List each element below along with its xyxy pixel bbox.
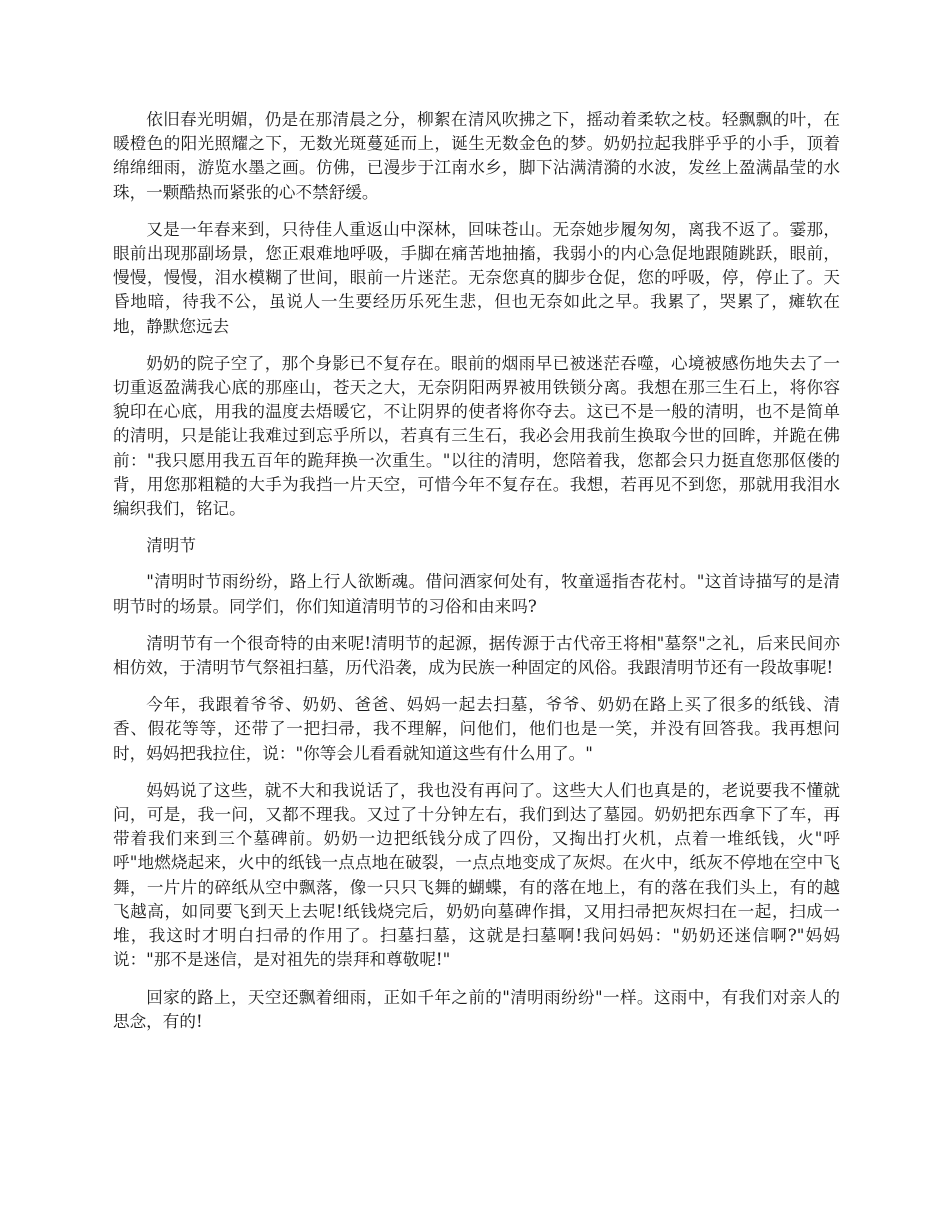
paragraph: 今年，我跟着爷爷、奶奶、爸爸、妈妈一起去扫墓，爷爷、奶奶在路上买了很多的纸钱、清香、假花等等，还带了一把扫帚，我不理解，问他们，他们也是一笑，并没有回答我。我再想问时，妈妈把我拉住，说："你等会儿看看就知道这些有什么用了。" bbox=[113, 695, 840, 763]
paragraph: 又是一年春来到，只待佳人重返山中深林，回味苍山。无奈她步履匆匆，离我不返了。霎那，眼前出现那副场景，您正艰难地呼吸，手脚在痛苦地抽搐，我弱小的内心急促地跟随跳跃，眼前，慢慢，慢慢，泪水模糊了世间，眼前一片迷茫。无奈您真的脚步仓促，您的呼吸，停，停止了。天昏地暗，待我不公，虽说人一生要经历乐死生悲，但也无奈如此之早。我累了，哭累了，瘫软在地，静默您远去 bbox=[113, 219, 840, 336]
paragraph: 清明节有一个很奇特的由来呢!清明节的起源，据传源于古代帝王将相"墓祭"之礼，后来民间亦相仿效，于清明节气祭祖扫墓，历代沿袭，成为民族一种固定的风俗。我跟清明节还有一段故事呢! bbox=[113, 633, 840, 678]
paragraph: 妈妈说了这些，就不大和我说话了，我也没有再问了。这些大人们也真是的，老说要我不懂就问，可是，我一问，又都不理我。又过了十分钟左右，我们到达了墓园。奶奶把东西拿下了车，再带着我们来到三个墓碑前。奶奶一边把纸钱分成了四份，又掏出打火机，点着一堆纸钱，火"呼呼"地燃烧起来，火中的纸钱一点点地在破裂，一点点地变成了灰烬。在火中，纸灰不停地在空中飞舞，一片片的碎纸从空中飘落，像一只只飞舞的蝴蝶，有的落在地上，有的落在我们头上，有的越飞越高，如同要飞到天上去呢!纸钱烧完后，奶奶向墓碑作揖，又用扫帚把灰烬扫在一起，扫成一堆，我这时才明白扫帚的作用了。扫墓扫墓，这就是扫墓啊!我问妈妈："奶奶还迷信啊?"妈妈说："那不是迷信，是对祖先的崇拜和尊敬呢!" bbox=[113, 780, 840, 970]
paragraph: "清明时节雨纷纷，路上行人欲断魂。借问酒家何处有，牧童遥指杏花村。"这首诗描写的是清明节时的场景。同学们，你们知道清明节的习俗和由来吗? bbox=[113, 572, 840, 616]
paragraph: 依旧春光明媚，仍是在那清晨之分，柳絮在清风吹拂之下，摇动着柔软之枝。轻飘飘的叶，在暖橙色的阳光照耀之下，无数光斑蔓延而上，诞生无数金色的梦。奶奶拉起我胖乎乎的小手，顶着绵绵细雨，游览水墨之画。仿佛，已漫步于江南水乡，脚下沾满清漪的水波，发丝上盈满晶莹的水珠，一颗酷热而紧张的心不禁舒缓。 bbox=[113, 110, 840, 202]
paragraph: 奶奶的院子空了，那个身影已不复存在。眼前的烟雨早已被迷茫吞噬，心境被感伤地失去了一切重返盈满我心底的那座山，苍天之大，无奈阴阳两界被用铁锁分离。我想在那三生石上，将你容貌印在心底，用我的温度去焐暖它，不让阴界的使者将你夺去。这已不是一般的清明，也不是简单的清明，只是能让我难过到忘乎所以，若真有三生石，我必会用我前生换取今世的回眸，并跪在佛前："我只愿用我五百年的跪拜换一次重生。"以往的清明，您陪着我，您都会只力挺直您那伛偻的背，用您那粗糙的大手为我挡一片天空，可惜今年不复存在。我想，若再见不到您，那就用我泪水编织我们，铭记。 bbox=[113, 353, 840, 519]
paragraph: 回家的路上，天空还飘着细雨，正如千年之前的"清明雨纷纷"一样。这雨中，有我们对亲人的思念，有的! bbox=[113, 987, 840, 1031]
section-title: 清明节 bbox=[146, 536, 196, 556]
document-body bbox=[113, 108, 840, 1047]
